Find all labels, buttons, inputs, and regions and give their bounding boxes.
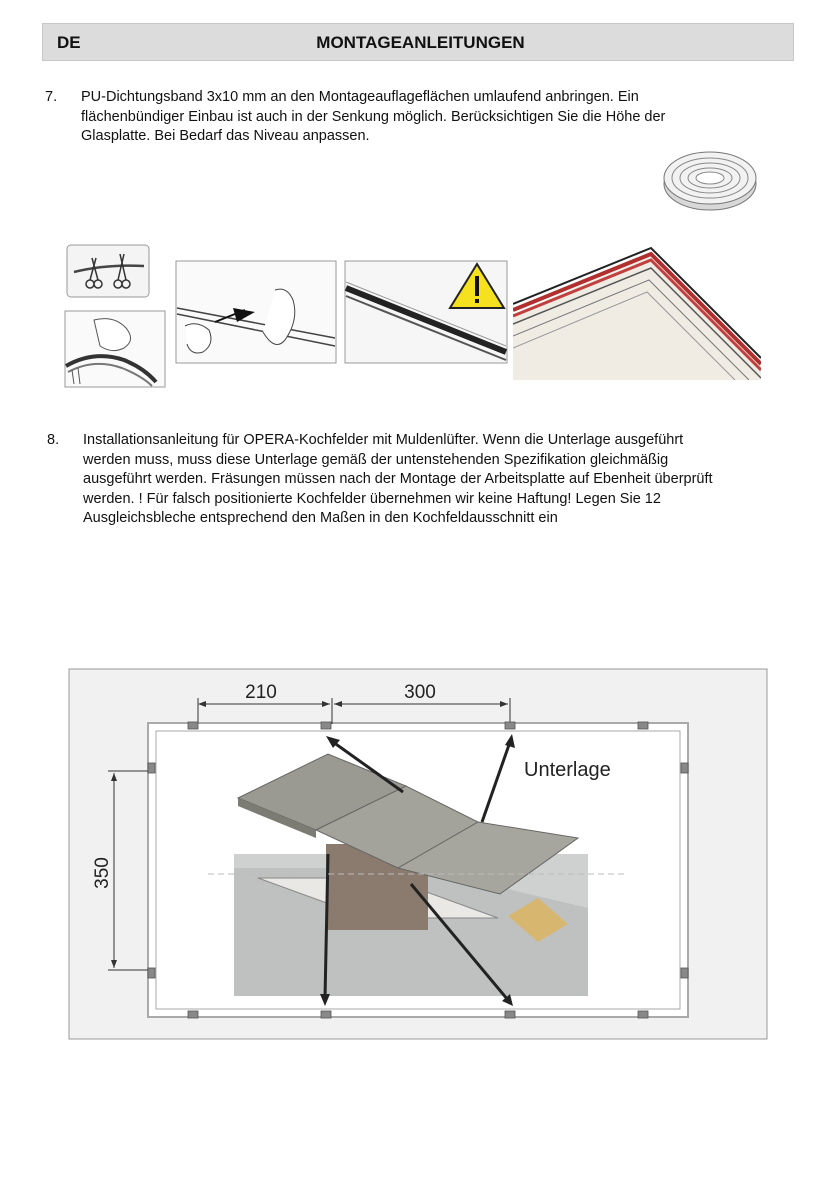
cutout-diagram: [68, 668, 768, 1040]
step-line: werden. ! Für falsch positionierte Kochfelder übernehmen wir keine Haftung! Legen Sie 12: [83, 490, 661, 507]
step-8: [47, 431, 807, 531]
apply-tape-illustration: [175, 260, 337, 364]
step-line: ausgeführt werden. Fräsungen müssen nach der Montage der Arbeitsplatte auf Ebenheit überprüft: [83, 471, 713, 487]
language-code: DE: [57, 33, 81, 52]
dimension-350: 350: [92, 857, 113, 889]
dimension-210: 210: [245, 682, 277, 703]
step-number: 8.: [47, 432, 60, 448]
step-line: flächenbündiger Einbau ist auch in der Senkung möglich. Berücksichtigen Sie die Höhe der: [81, 108, 666, 125]
corner-seal-illustration: [513, 244, 761, 380]
step-line: PU-Dichtungsband 3x10 mm an den Montageauflageflächen umlaufend anbringen. Ein: [81, 89, 639, 105]
step-line: Glasplatte. Bei Bedarf das Niveau anpassen.: [81, 128, 370, 144]
step-number: 7.: [45, 89, 58, 105]
page-title: MONTAGEANLEITUNGEN: [316, 33, 525, 52]
step-line: Ausgleichsbleche entsprechend den Maßen in den Kochfeldausschnitt ein: [83, 510, 558, 526]
scissors-icon: [66, 244, 150, 298]
tape-roll-icon: [660, 148, 760, 216]
step-text: [81, 88, 665, 147]
unterlage-label: Unterlage: [524, 759, 611, 781]
groove-warning-illustration: [344, 260, 508, 364]
page-header: [42, 23, 794, 61]
step-line: Installationsanleitung für OPERA-Kochfelder mit Muldenlüfter. Wenn die Unterlage ausgeführt: [83, 432, 684, 448]
hand-tape-illustration: [64, 310, 166, 388]
step-line: werden muss, muss diese Unterlage gemäß der untenstehenden Spezifikation gleichmäßig: [83, 451, 669, 468]
step-text: [83, 431, 713, 529]
step-7: [45, 88, 805, 148]
dimension-300: 300: [404, 682, 436, 703]
